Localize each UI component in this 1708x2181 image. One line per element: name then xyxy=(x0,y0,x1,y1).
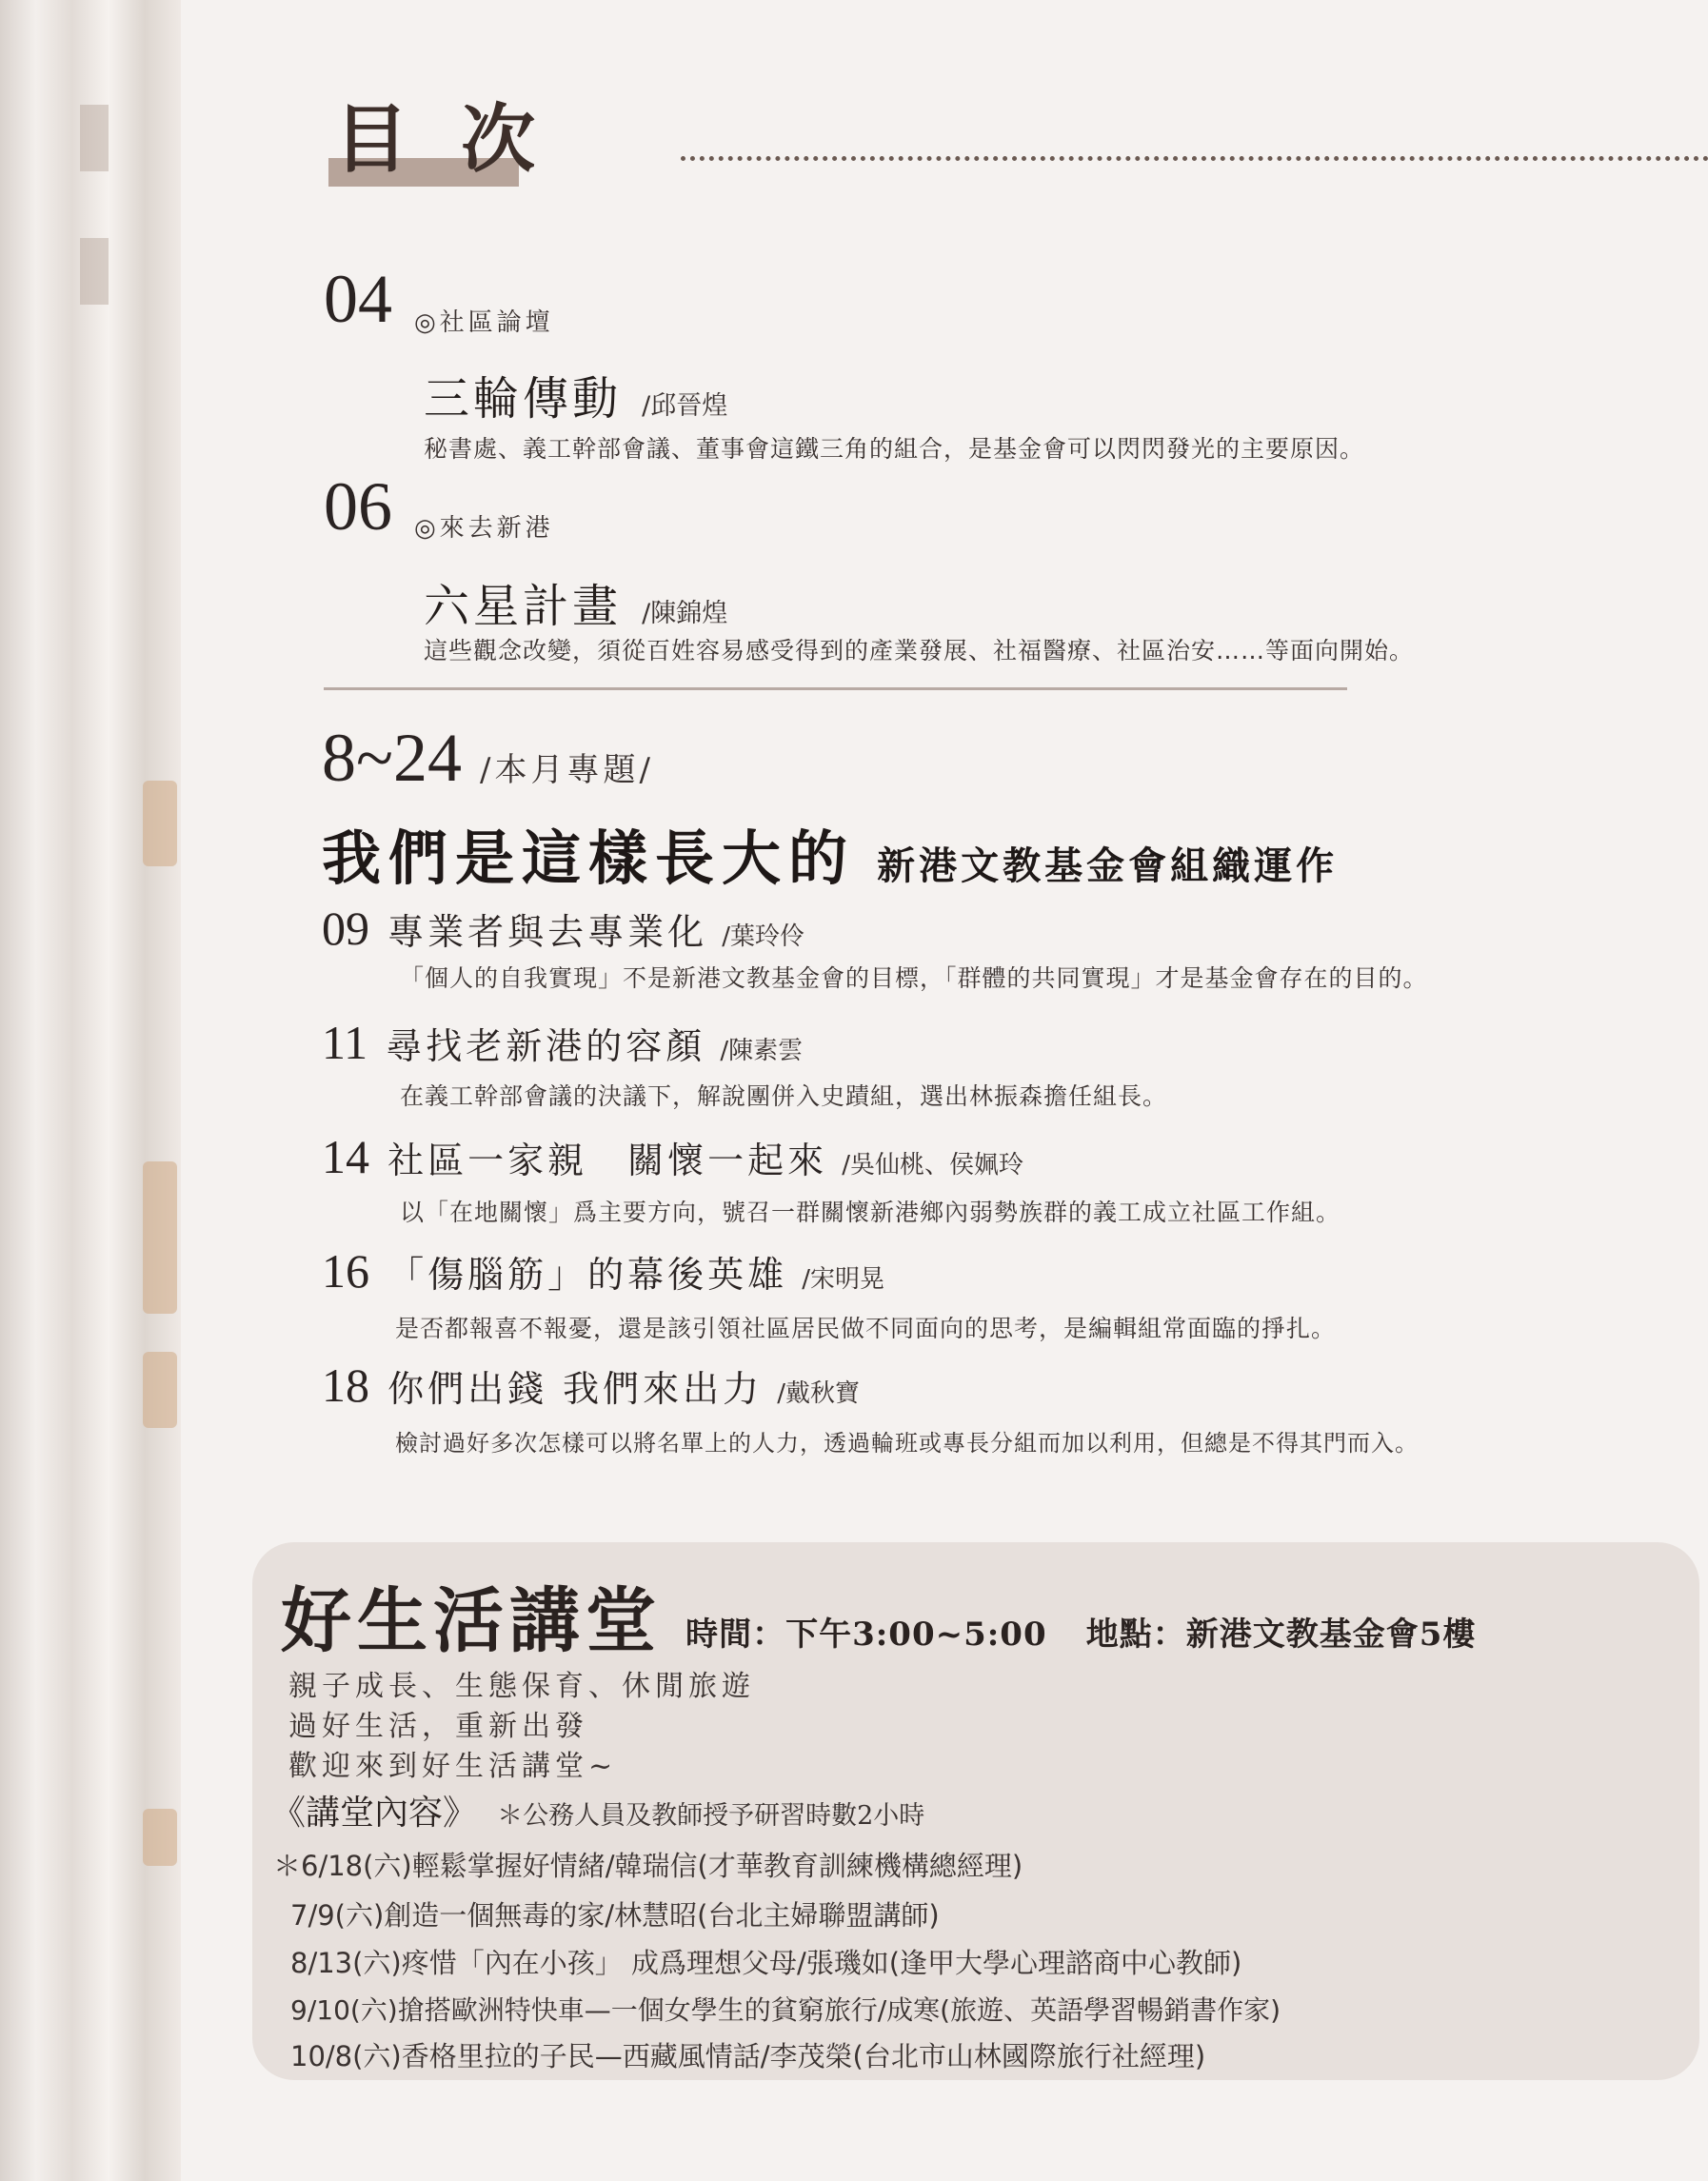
item-author: /吳仙桃、侯姵玲 xyxy=(842,1151,1023,1180)
item-author: /陳素雲 xyxy=(720,1037,804,1065)
page-edge xyxy=(0,0,181,2181)
feature-header xyxy=(322,720,654,796)
entry-title: 三輪傳動 xyxy=(424,372,623,426)
feature-label: /本月專題/ xyxy=(480,751,654,789)
lecture-place: 地點：新港文教基金會5樓 xyxy=(1085,1616,1477,1654)
lecture-intro-line: 過好生活，重新出發 xyxy=(288,1710,588,1743)
item-title: 尋找老新港的容顏 xyxy=(386,1025,706,1067)
item-author: /戴秋寶 xyxy=(777,1379,861,1408)
lecture-session[interactable]: ＊6/18(六)輕鬆掌握好情緒/韓瑞信(才華教育訓練機構總經理) xyxy=(273,1850,1023,1882)
lecture-title: 好生活講堂 xyxy=(281,1580,662,1662)
entry-description: 這些觀念改變，須從百姓容易感受得到的產業發展、社福醫療、社區治安……等面向開始。 xyxy=(424,637,1415,664)
item-description: 在義工幹部會議的決議下，解說團併入史蹟組，選出林振森擔任組長。 xyxy=(400,1082,1168,1110)
entry-heading[interactable] xyxy=(424,362,727,427)
entry-section[interactable]: ◎來去新港 xyxy=(414,514,554,543)
item-description: 「個人的自我實現」不是新港文教基金會的目標，「群體的共同實現」才是基金會存在的目的。 xyxy=(400,964,1428,992)
lecture-time: 時間：下午3:00~5:00 xyxy=(685,1616,1047,1654)
item-title: 你們出錢 我們來出力 xyxy=(387,1368,764,1410)
lecture-intro-line: 親子成長、生態保育、休閒旅遊 xyxy=(288,1670,755,1703)
feature-title: 我們是這樣長大的 xyxy=(322,823,856,893)
entry-page-number: 06 xyxy=(324,468,392,545)
stain xyxy=(143,1161,177,1314)
item-page-number: 18 xyxy=(322,1358,369,1412)
lecture-content-note: ＊公務人員及教師授予研習時數2小時 xyxy=(497,1801,925,1831)
entry-author: /邱晉煌 xyxy=(642,391,728,421)
lecture-session[interactable]: 10/8(六)香格里拉的子民—西藏風情話/李茂榮(台北市山林國際旅行社經理) xyxy=(290,2040,1206,2072)
stain xyxy=(143,1809,177,1866)
stain xyxy=(143,1352,177,1428)
feature-item[interactable] xyxy=(322,902,804,955)
lecture-session[interactable]: 7/9(六)創造一個無毒的家/林慧昭(台北主婦聯盟講師) xyxy=(290,1899,940,1932)
entry-description: 秘書處、義工幹部會議、董事會這鐵三角的組合，是基金會可以閃閃發光的主要原因。 xyxy=(424,435,1365,463)
lecture-content-label: 《講堂內容》 xyxy=(271,1794,478,1833)
toc-heading xyxy=(328,96,1708,188)
feature-page-range: 8~24 xyxy=(322,720,462,796)
lecture-panel xyxy=(252,1542,1699,2080)
page-tab xyxy=(80,238,109,305)
feature-item[interactable] xyxy=(322,1131,1023,1183)
heading-dotted-leader xyxy=(681,156,1708,161)
item-description: 檢討過好多次怎樣可以將名單上的人力，透過輪班或專長分組而加以利用，但總是不得其門而入。 xyxy=(395,1430,1419,1457)
feature-subtitle: 新港文教基金會組織運作 xyxy=(877,843,1339,888)
item-description: 以「在地關懷」爲主要方向，號召一群關懷新港鄉內弱勢族群的義工成立社區工作組。 xyxy=(400,1199,1341,1226)
lecture-content-header xyxy=(271,1786,924,1834)
item-author: /宋明晃 xyxy=(802,1265,884,1294)
lecture-intro-line: 歡迎來到好生活講堂~ xyxy=(288,1750,618,1783)
entry-page-number: 04 xyxy=(324,261,392,337)
feature-item[interactable] xyxy=(322,1017,803,1069)
entry-title: 六星計畫 xyxy=(424,580,623,633)
feature-title-row[interactable] xyxy=(322,811,1338,896)
feature-item[interactable] xyxy=(322,1245,884,1298)
entry-section[interactable]: ◎社區論壇 xyxy=(414,308,554,337)
item-title: 「傷腦筋」的幕後英雄 xyxy=(387,1254,788,1296)
item-author: /葉玲伶 xyxy=(722,922,804,951)
entry-heading[interactable] xyxy=(424,569,727,635)
item-title: 社區一家親 關懷一起來 xyxy=(387,1140,828,1181)
item-title: 專業者與去專業化 xyxy=(387,911,708,953)
page-title: 目 次 xyxy=(334,96,549,183)
item-page-number: 09 xyxy=(322,902,369,955)
entry-author: /陳錦煌 xyxy=(642,599,728,628)
item-page-number: 11 xyxy=(322,1016,368,1069)
page-tab xyxy=(80,105,109,171)
lecture-session[interactable]: 8/13(六)疼惜「內在小孩」 成爲理想父母/張璣如(逢甲大學心理諮商中心教師) xyxy=(290,1947,1242,1979)
item-description: 是否都報喜不報憂，還是該引領社區居民做不同面向的思考，是編輯組常面臨的掙扎。 xyxy=(395,1315,1337,1342)
lecture-session[interactable]: 9/10(六)搶搭歐洲特快車—一個女學生的貧窮旅行/成寒(旅遊、英語學習暢銷書作家) xyxy=(290,1994,1281,2026)
item-page-number: 16 xyxy=(322,1244,369,1298)
toc-page xyxy=(181,0,1708,2181)
feature-item[interactable] xyxy=(322,1359,860,1412)
item-page-number: 14 xyxy=(322,1130,369,1183)
section-divider xyxy=(324,687,1347,690)
stain xyxy=(143,781,177,866)
lecture-header xyxy=(281,1565,1476,1666)
